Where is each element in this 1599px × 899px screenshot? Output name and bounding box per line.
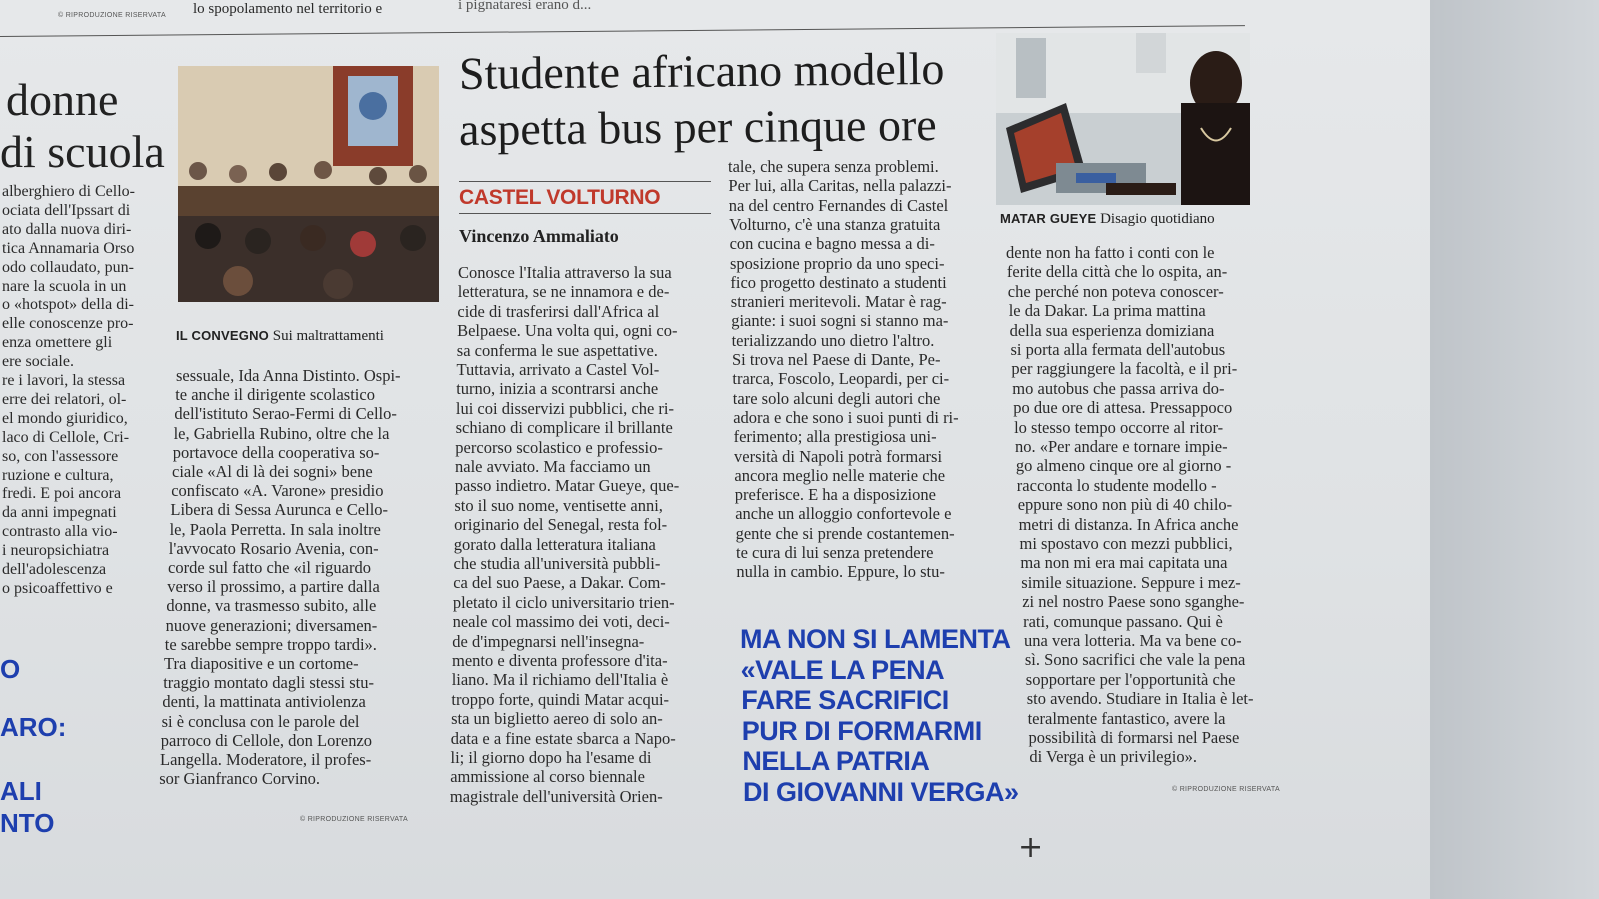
convegno-line: ciale «Al di là dei sogni» bene <box>172 462 373 481</box>
top-copyright: © RIPRODUZIONE RISERVATA <box>58 12 166 19</box>
main-col1-line: magistrale dell'università Orien- <box>449 786 663 806</box>
left-title-2: di scuola <box>0 126 165 177</box>
side-label: ARO: <box>0 712 67 742</box>
left-article-line: re i lavori, la stessa <box>2 372 126 389</box>
main-col3-line: lo stesso tempo occorre al ritor- <box>1014 417 1224 437</box>
pullquote-line: MA NON SI LAMENTA <box>740 624 1011 654</box>
main-col2-line: giante: i suoi sogni si stanno ma- <box>731 311 949 331</box>
left-article-line: da anni impegnati <box>2 504 117 522</box>
main-col1-line: che studia all'università pubbli- <box>453 554 661 573</box>
main-col3-line: della sua esperienza domiziana <box>1009 320 1215 340</box>
convegno-line: Tra diapositive e un cortome- <box>164 654 359 673</box>
byline: Vincenzo Ammaliato <box>459 226 619 246</box>
convegno-line: sor Gianfranco Corvino. <box>159 769 321 789</box>
convegno-line: denti, la mattinata antiviolenza <box>162 692 366 712</box>
pullquote-line: «VALE LA PENA <box>740 654 945 685</box>
left-article-line: odo collaudato, pun- <box>2 258 134 276</box>
student-illustration <box>996 33 1250 205</box>
convegno-line: confiscato «A. Varone» presidio <box>171 481 384 501</box>
main-col1-line: Conosce l'Italia attraverso la sua <box>458 263 672 282</box>
main-col2-line: adora e che sono i suoi punti di ri- <box>733 407 959 427</box>
main-col3-line: simile situazione. Seppure i mez- <box>1021 572 1241 592</box>
main-col1-line: Tuttavia, arrivato a Castel Vol- <box>456 360 660 379</box>
registration-cross-icon: + <box>1018 830 1044 865</box>
convegno-line: verso il prossimo, a partire dalla <box>167 577 380 597</box>
main-headline-1: Studente africano modello <box>458 42 945 99</box>
left-article-line: enza omettere gli <box>2 334 113 352</box>
left-article-line: ere sociale. <box>2 353 74 371</box>
main-col3-line: ma non mi era mai capitata una <box>1020 553 1228 573</box>
main-col1-line: lui coi disservizi pubblici, che ri- <box>455 398 674 418</box>
matar-caption-bold: MATAR GUEYE <box>1000 211 1097 226</box>
main-col1-line: nale avviato. Ma facciamo un <box>455 457 651 476</box>
left-article-line: laco di Cellole, Cri- <box>2 428 130 446</box>
main-col3-line: sto avendo. Studiare in Italia è let- <box>1026 689 1254 709</box>
main-col3-line: possibilità di formarsi nel Paese <box>1028 728 1240 747</box>
main-col1-line: ammissione al corso biennale <box>450 767 645 787</box>
left-article-line: ruzione e cultura, <box>2 466 114 484</box>
main-col3-line: sì. Sono sacrifici che vale la pena <box>1024 650 1246 670</box>
main-copyright: © RIPRODUZIONE RISERVATA <box>1172 786 1280 793</box>
main-col1-line: de d'impegnarsi nell'insegna- <box>452 631 645 651</box>
convegno-caption-bold: IL CONVEGNO <box>176 328 269 343</box>
pullquote-line: NELLA PATRIA <box>742 746 930 776</box>
main-col2-line: terializzando uno dietro l'altro. <box>731 330 935 350</box>
left-article-line: fredi. E poi ancora <box>2 485 122 503</box>
main-col2-line: gente che si prende costantemen- <box>735 523 955 543</box>
main-col2-line: nulla in cambio. Eppure, lo stu- <box>736 562 945 582</box>
convegno-line: Libera di Sessa Aurunca e Cello- <box>170 500 389 520</box>
convegno-line: portavoce della cooperativa so- <box>172 442 380 462</box>
main-col3-line: per raggiungere la facoltà, e il pri- <box>1011 359 1238 379</box>
main-col3-line: no. «Per andare e tornare impie- <box>1015 437 1228 456</box>
main-col1-line: cide di trasferirsi dall'Africa al <box>457 301 660 321</box>
main-col3-line: racconta lo studente modello - <box>1016 475 1217 495</box>
main-col3-line: rati, comunque passano. Qui è <box>1023 611 1223 631</box>
main-col2-line: trarca, Foscolo, Leopardi, per ci- <box>732 369 950 389</box>
kicker-rule-top <box>459 181 711 182</box>
main-col2-line: Per lui, alla Caritas, nella palazzi- <box>728 176 952 196</box>
main-col1-line: Belpaese. Una volta qui, ogni co- <box>457 321 678 341</box>
left-article-line: tica Annamaria Orso <box>2 239 135 257</box>
convegno-line: nuove generazioni; diversamen- <box>165 615 378 635</box>
main-col2-line: tale, che supera senza problemi. <box>728 157 939 176</box>
convegno-copyright: © RIPRODUZIONE RISERVATA <box>300 816 408 823</box>
conference-illustration <box>178 66 439 302</box>
main-col3-line: eppure sono non più di 40 chilo- <box>1017 495 1233 515</box>
main-col2-line: ancora meglio nelle materie che <box>734 465 946 485</box>
desk-background <box>1430 0 1599 899</box>
main-col3-line: ferite della città che lo ospita, an- <box>1006 262 1228 282</box>
main-col1-line: neale col massimo dei voti, deci- <box>452 612 670 632</box>
main-col3-line: mi spostavo con mezzi pubblici, <box>1019 534 1233 553</box>
main-col1-line: sto il suo nome, ventisette anni, <box>454 495 663 515</box>
pullquote-line: FARE SACRIFICI <box>741 685 949 715</box>
main-col1-line: originario del Senegal, resta fol- <box>454 515 668 535</box>
main-col2-line: con cucina e bagno messa a di- <box>729 234 935 254</box>
main-col1-line: gorato dalla letteratura italiana <box>453 534 656 554</box>
top-snippet-1: lo spopolamento nel territorio e <box>193 1 383 17</box>
main-col3-line: di Verga è un privilegio». <box>1029 747 1197 767</box>
left-article-line: i neuropsichiatra <box>2 542 110 560</box>
left-article-line: so, con l'assessore <box>2 447 119 465</box>
side-label: ALI <box>0 776 42 806</box>
main-col3-line: dente non ha fatto i conti con le <box>1006 243 1215 262</box>
left-title-1: donne <box>6 74 119 125</box>
main-col3-line: go almeno cinque ore al giorno - <box>1015 456 1232 476</box>
main-col2-line: ferimento; alla prestigiosa uni- <box>733 427 937 447</box>
main-col1-line: letteratura, se ne innamora e de- <box>457 282 670 302</box>
main-col2-line: Volturno, c'è una stanza gratuita <box>729 214 941 234</box>
convegno-line: dell'istituto Serao-Fermi di Cello- <box>174 404 397 424</box>
left-article-line: alberghiero di Cello- <box>2 183 135 200</box>
main-col3-line: metri di distanza. In Africa anche <box>1018 514 1239 534</box>
main-col1-line: passo indietro. Matar Gueye, que- <box>454 476 680 496</box>
main-col3-line: si porta alla fermata dell'autobus <box>1010 340 1226 359</box>
convegno-line: corde sul fatto che «il riguardo <box>168 558 371 577</box>
main-col1-line: liano. Ma il richiamo dell'Italia è <box>451 670 669 690</box>
left-article-line: erre dei relatori, ol- <box>2 390 127 408</box>
main-col2-line: versità di Napoli potrà formarsi <box>734 446 943 466</box>
convegno-line: donne, va trasmesso subito, alle <box>166 596 377 616</box>
left-article-line: dell'adolescenza <box>2 561 107 578</box>
main-col3-line: sopportare per l'opportunità che <box>1025 669 1236 689</box>
convegno-line: le, Gabriella Rubino, oltre che la <box>173 423 390 443</box>
main-col3-line: po due ore di attesa. Pressappoco <box>1013 398 1233 418</box>
matar-caption <box>1000 211 1215 228</box>
convegno-line: l'avvocato Rosario Avenia, con- <box>168 538 379 558</box>
main-col2-line: na del centro Fernandes di Castel <box>728 195 949 215</box>
main-col1-line: data e a fine estate sbarca a Napo- <box>450 728 676 748</box>
main-col1-line: turno, inizia a scontrarsi anche <box>456 379 659 399</box>
left-article-line: ato dalla nuova diri- <box>2 220 132 238</box>
main-col1-line: pletato il ciclo universitario trien- <box>452 592 675 612</box>
main-col2-line: sposizione proprio da uno speci- <box>730 253 945 273</box>
top-snippet-2: i pignataresi erano d... <box>458 0 592 13</box>
left-article-line: contrasto alla vio- <box>2 523 118 541</box>
kicker: CASTEL VOLTURNO <box>459 186 661 209</box>
main-col2-line: te cura di lui senza pretendere <box>736 543 934 562</box>
convegno-photo <box>178 66 439 302</box>
main-col2-line: anche un alloggio confortevole e <box>735 504 952 524</box>
convegno-line: le, Paola Perretta. In sala inoltre <box>169 519 381 539</box>
main-col3-line: mo autobus che passa arriva do- <box>1012 378 1225 398</box>
matar-photo <box>996 33 1250 205</box>
convegno-line: sessuale, Ida Anna Distinto. Ospi- <box>176 366 401 385</box>
left-article-line: nare la scuola in un <box>2 277 127 295</box>
convegno-caption-text: Sui maltrattamenti <box>268 328 384 344</box>
matar-caption-text: Disagio quotidiano <box>1096 211 1215 227</box>
main-col3-line: una vera lotteria. Ma va bene co- <box>1024 631 1242 650</box>
left-article-line: elle conoscenze pro- <box>2 315 134 333</box>
main-col1-line: troppo forte, quindi Matar acqui- <box>451 689 670 709</box>
convegno-line: parroco di Cellole, don Lorenzo <box>160 730 373 750</box>
main-col1-line: sta un biglietto aereo di solo an- <box>451 709 663 729</box>
main-headline-2: aspetta bus per cinque ore <box>458 98 937 155</box>
main-col1-line: li; il giorno dopo ha l'esame di <box>450 748 652 767</box>
main-col2-line: preferisce. E ha a disposizione <box>734 485 936 505</box>
main-col1-line: schiano di complicare il brillante <box>455 418 673 438</box>
main-col2-line: stranieri meritevoli. Matar è rag- <box>730 292 947 312</box>
convegno-line: si è conclusa con le parole del <box>161 711 360 731</box>
convegno-line: traggio montato dagli stessi stu- <box>163 673 374 693</box>
main-col1-line: ca del suo Paese, a Dakar. Com- <box>453 573 666 593</box>
main-col3-line: teralmente fantastico, avere la <box>1027 708 1226 728</box>
left-article-line: o «hotspot» della di- <box>2 296 134 314</box>
main-col3-line: che perché non poteva conoscer- <box>1007 281 1224 301</box>
main-col2-line: tare solo alcuni degli autori che <box>732 388 941 408</box>
main-col2-line: fico progetto destinato a studenti <box>730 272 947 292</box>
side-label: NTO <box>0 808 55 838</box>
main-col3-line: zi nel nostro Paese sono sganghe- <box>1022 592 1245 612</box>
main-col1-line: mento e diventa professore d'ita- <box>452 651 668 670</box>
convegno-line: te sarebbe sempre troppo tardi». <box>164 634 377 654</box>
convegno-caption <box>176 328 384 345</box>
pullquote-line: PUR DI FORMARMI <box>741 715 982 746</box>
convegno-line: Langella. Moderatore, il profes- <box>160 750 372 769</box>
convegno-line: te anche il dirigente scolastico <box>175 385 375 405</box>
main-col1-line: sa conferma le sue aspettative. <box>456 340 658 360</box>
left-article-line: o psicoaffettivo e <box>2 579 113 597</box>
main-col1-line: percorso scolastico e professio- <box>455 437 663 457</box>
kicker-rule-bottom <box>459 213 711 214</box>
main-col3-line: le da Dakar. La prima mattina <box>1008 301 1206 321</box>
left-article-line: el mondo giuridico, <box>2 409 128 427</box>
main-col2-line: Si trova nel Paese di Dante, Pe- <box>732 350 941 369</box>
left-article-line: ociata dell'Ipssart di <box>2 201 131 219</box>
pullquote-line: DI GIOVANNI VERGA» <box>743 776 1019 807</box>
side-label: O <box>0 654 21 684</box>
